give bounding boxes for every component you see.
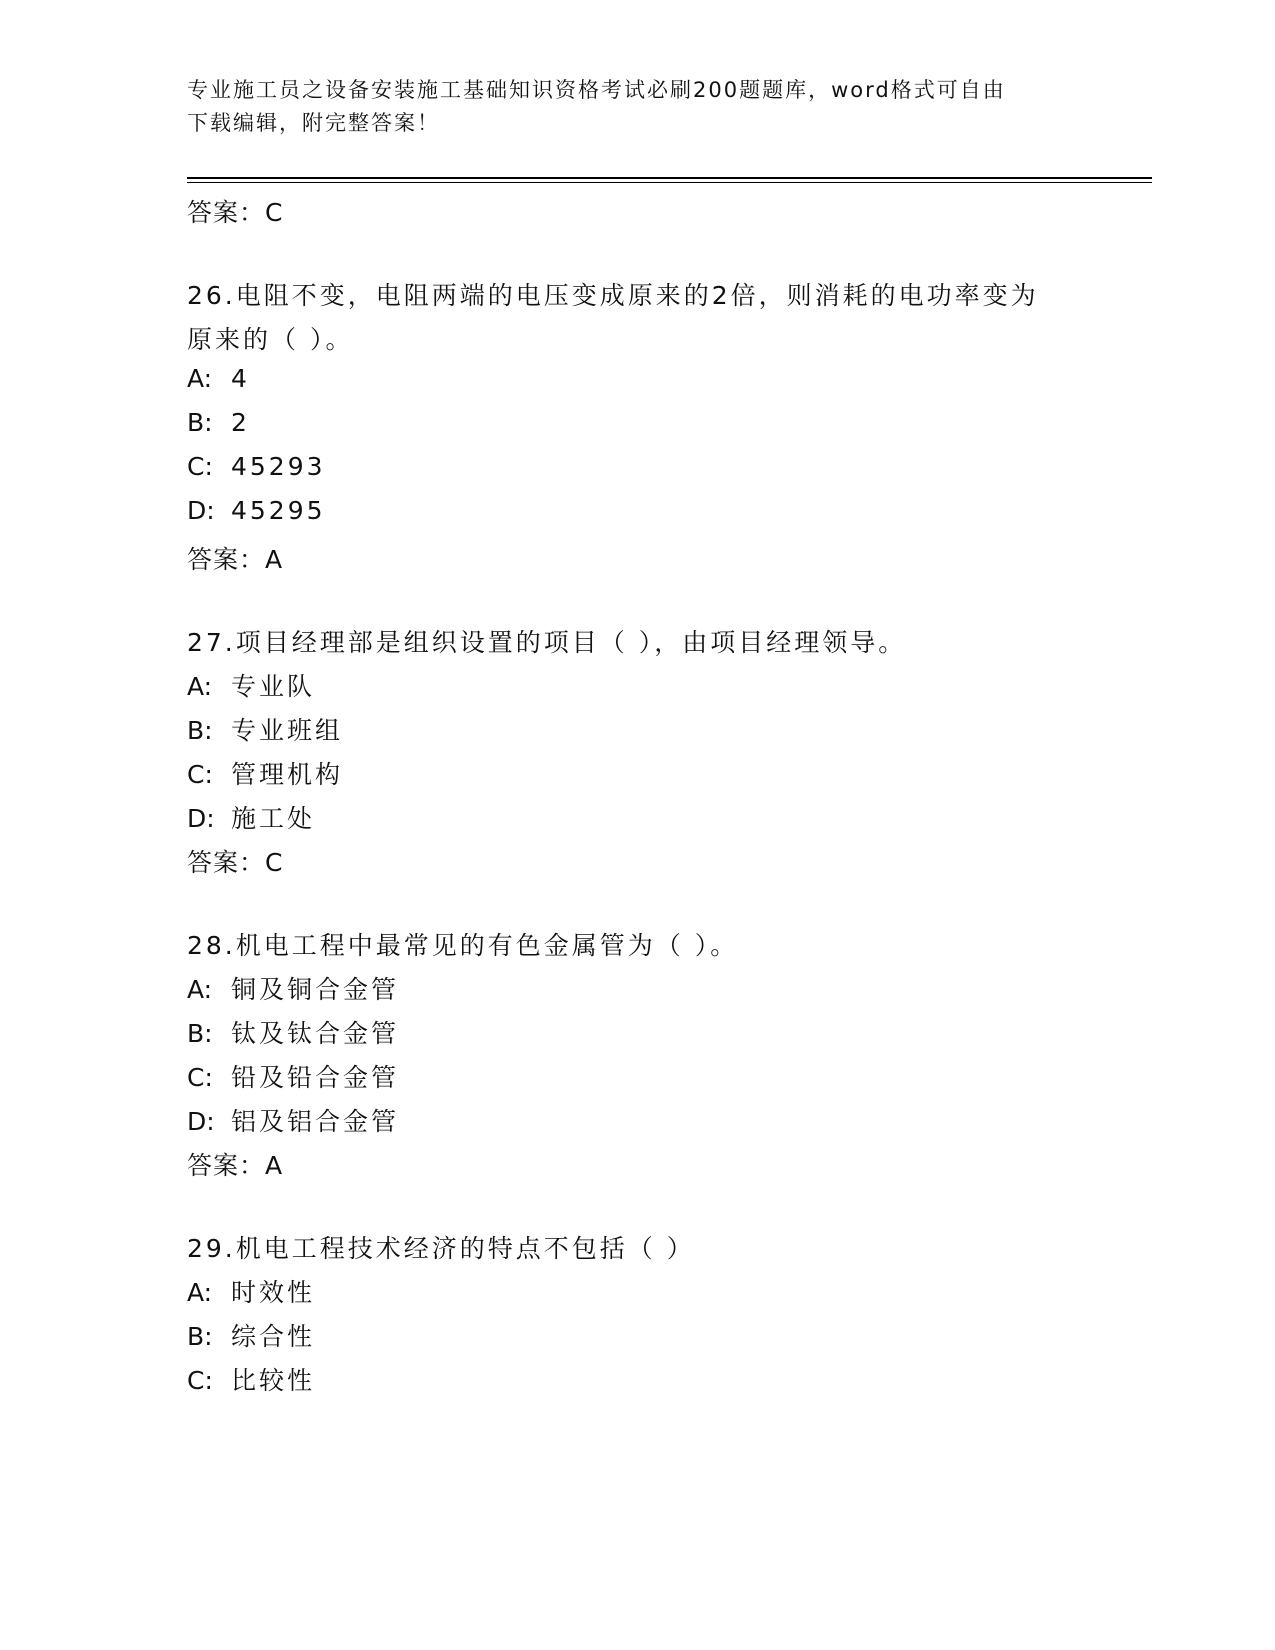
header-divider-thin bbox=[187, 182, 1152, 183]
option-key: C: bbox=[187, 452, 213, 481]
option-key: A: bbox=[187, 975, 213, 1004]
option-line bbox=[187, 755, 343, 791]
option-text: 4 bbox=[231, 364, 250, 393]
question-stem: 27.项目经理部是组织设置的项目（ ），由项目经理领导。 bbox=[187, 628, 907, 657]
option-line bbox=[187, 1273, 315, 1309]
option-line bbox=[187, 711, 343, 747]
option-key: C: bbox=[187, 1063, 213, 1092]
option-text: 专业班组 bbox=[231, 716, 344, 745]
option-key: D: bbox=[187, 496, 215, 525]
option-line bbox=[187, 452, 326, 481]
option-key: B: bbox=[187, 716, 213, 745]
option-key: C: bbox=[187, 1366, 213, 1395]
answer-line: 答案：C bbox=[187, 848, 284, 877]
option-line bbox=[187, 799, 315, 835]
option-key: B: bbox=[187, 408, 213, 437]
option-key: A: bbox=[187, 364, 213, 393]
option-text: 钛及钛合金管 bbox=[231, 1019, 400, 1048]
answer-line: 答案：A bbox=[187, 545, 284, 574]
header-line-2: 下载编辑，附完整答案！ bbox=[187, 111, 440, 135]
page-header bbox=[187, 74, 1067, 140]
answer-line: 答案：C bbox=[187, 198, 284, 227]
option-key: A: bbox=[187, 1278, 213, 1307]
option-text: 铜及铜合金管 bbox=[231, 975, 400, 1004]
question-stem: 26.电阻不变，电阻两端的电压变成原来的2倍，则消耗的电功率变为 bbox=[187, 281, 1039, 310]
option-key: C: bbox=[187, 760, 213, 789]
option-key: D: bbox=[187, 804, 215, 833]
option-line bbox=[187, 408, 250, 437]
option-text: 比较性 bbox=[231, 1366, 316, 1395]
option-text: 2 bbox=[231, 408, 250, 437]
option-text: 施工处 bbox=[231, 804, 316, 833]
option-line bbox=[187, 496, 326, 525]
option-text: 综合性 bbox=[231, 1322, 316, 1351]
option-key: B: bbox=[187, 1019, 213, 1048]
option-line bbox=[187, 1058, 399, 1094]
option-line bbox=[187, 1014, 399, 1050]
option-text: 专业队 bbox=[231, 672, 316, 701]
answer-line: 答案：A bbox=[187, 1151, 284, 1180]
option-text: 45295 bbox=[231, 496, 326, 525]
option-text: 45293 bbox=[231, 452, 326, 481]
option-line bbox=[187, 364, 250, 393]
header-line-1: 专业施工员之设备安装施工基础知识资格考试必刷200题题库，word格式可自由 bbox=[187, 78, 1006, 102]
question-stem: 28.机电工程中最常见的有色金属管为（ ）。 bbox=[187, 931, 739, 960]
option-key: A: bbox=[187, 672, 213, 701]
option-key: B: bbox=[187, 1322, 213, 1351]
option-text: 铅及铅合金管 bbox=[231, 1063, 400, 1092]
option-line bbox=[187, 1102, 399, 1138]
header-divider-thick bbox=[187, 177, 1152, 179]
option-text: 时效性 bbox=[231, 1278, 316, 1307]
option-key: D: bbox=[187, 1107, 215, 1136]
option-line bbox=[187, 1317, 315, 1353]
question-stem-continued: 原来的（ ）。 bbox=[187, 325, 354, 354]
option-line bbox=[187, 970, 399, 1006]
question-stem: 29.机电工程技术经济的特点不包括（ ） bbox=[187, 1234, 695, 1263]
option-text: 铝及铝合金管 bbox=[231, 1107, 400, 1136]
option-line bbox=[187, 1361, 315, 1397]
option-text: 管理机构 bbox=[231, 760, 344, 789]
option-line bbox=[187, 667, 315, 703]
